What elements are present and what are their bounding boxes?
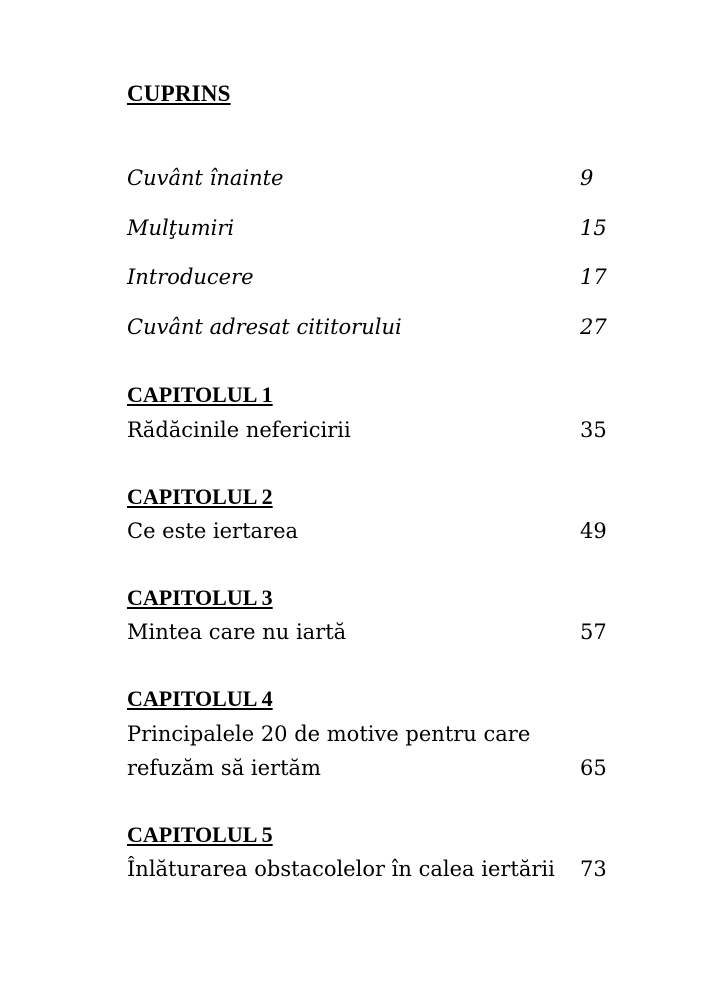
chapter-1-title: Rădăcinile nefericirii: [127, 418, 351, 442]
chapter-5-page: 73: [580, 857, 607, 881]
toc-entry-page: 27: [580, 315, 607, 339]
chapter-3-page: 57: [580, 620, 607, 644]
chapter-5-title: Înlăturarea obstacolelor în calea iertării: [127, 857, 555, 881]
chapter-1-page: 35: [580, 418, 607, 442]
chapter-4-title-line-1: Principalele 20 de motive pentru care: [127, 722, 531, 746]
toc-entry-label: Cuvânt înainte: [127, 166, 284, 190]
chapter-2-title: Ce este iertarea: [127, 519, 299, 543]
chapter-3-title: Mintea care nu iartă: [127, 620, 347, 644]
toc-entry-page: 15: [580, 216, 607, 240]
toc-entry-page: 17: [580, 265, 607, 289]
toc-entry-note-to-reader: [127, 312, 607, 342]
chapter-1-heading: CAPITOLUL 1: [127, 382, 273, 407]
toc-entry-page: 9: [580, 166, 594, 190]
toc-entry-introduction: [127, 262, 607, 292]
chapter-2-heading: CAPITOLUL 2: [127, 484, 273, 509]
chapter-4-page: 65: [580, 756, 607, 780]
chapter-4-heading: CAPITOLUL 4: [127, 686, 273, 711]
chapter-3-heading: CAPITOLUL 3: [127, 585, 273, 610]
chapter-2-page: 49: [580, 519, 607, 543]
chapter-5-heading: CAPITOLUL 5: [127, 822, 273, 847]
toc-entry-foreword: [127, 163, 607, 193]
toc-title: CUPRINS: [127, 81, 231, 106]
toc-entry-label: Mulţumiri: [127, 216, 235, 240]
toc-entry-label: Introducere: [127, 265, 254, 289]
chapter-4-title-line-2: refuzăm să iertăm: [127, 756, 321, 780]
toc-entry-acknowledgements: [127, 213, 607, 243]
toc-entry-label: Cuvânt adresat cititorului: [127, 315, 402, 339]
